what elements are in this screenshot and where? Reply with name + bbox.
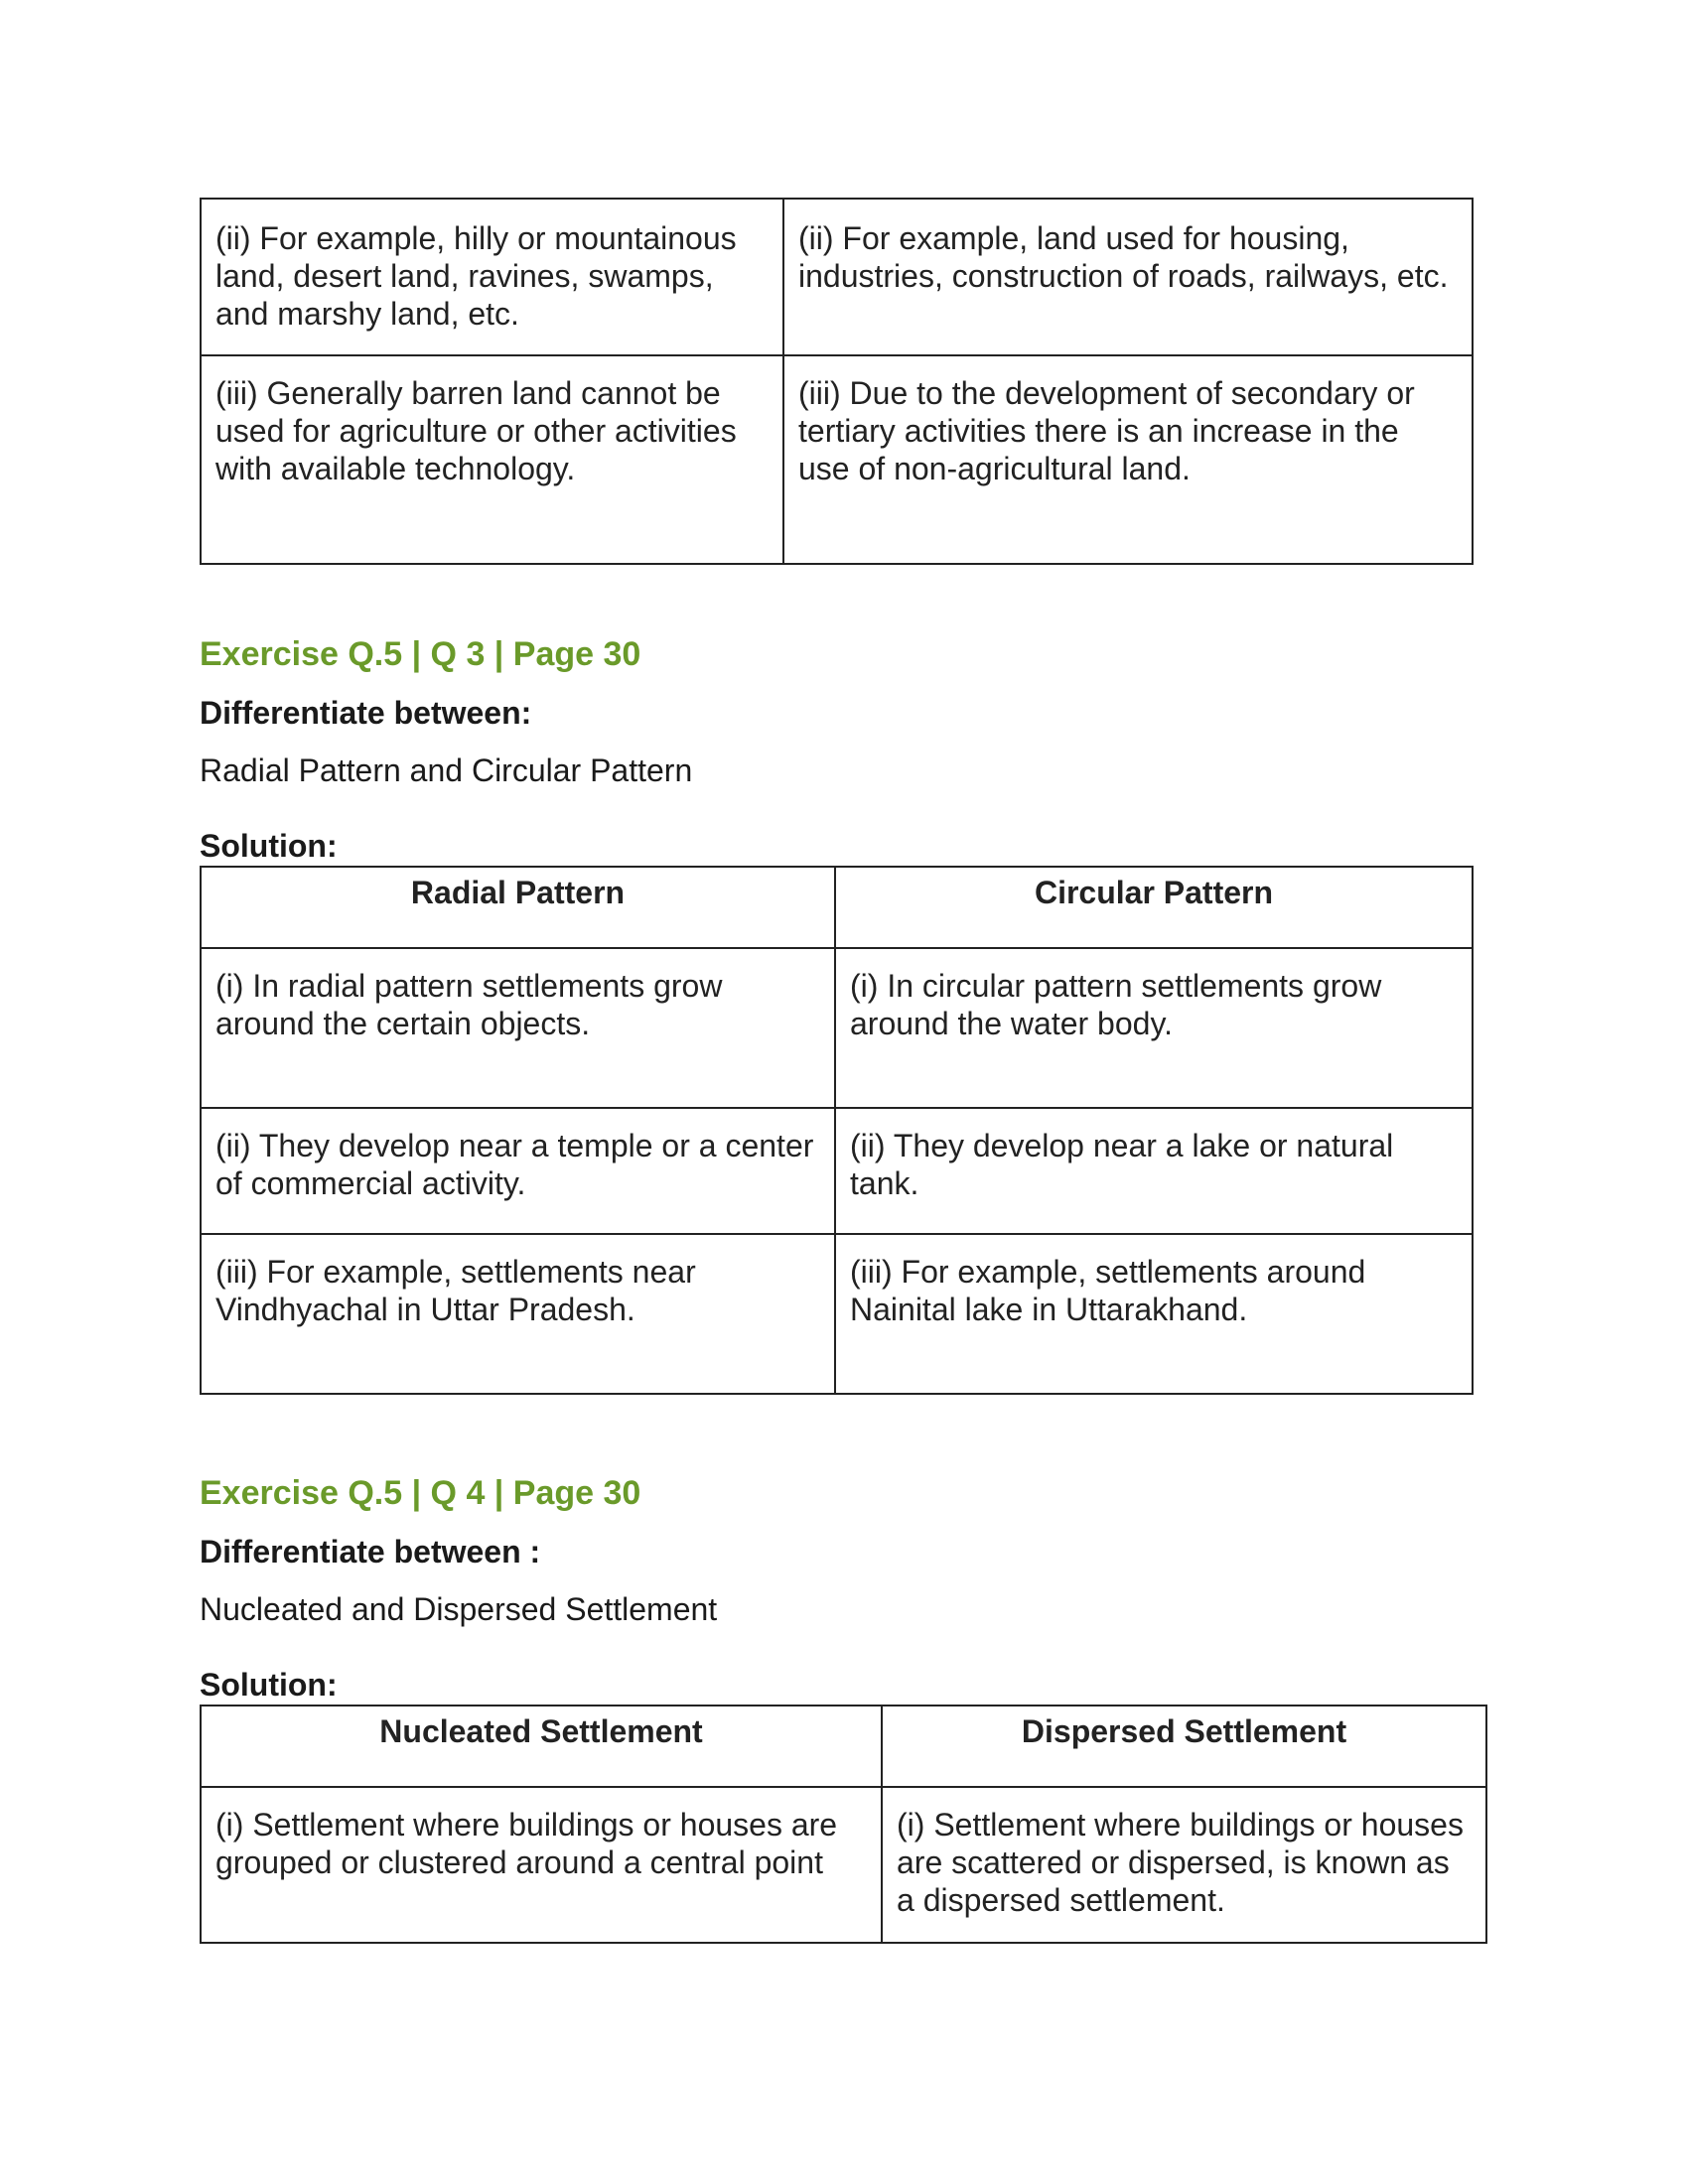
table-cell: (i) Settlement where buildings or houses are grouped or clustered around a central point (201, 1787, 882, 1943)
table-row (201, 948, 1473, 1108)
pattern-comparison-table (200, 866, 1474, 1395)
table-row (201, 199, 1473, 355)
settlement-comparison-table (200, 1705, 1487, 1944)
exercise-heading: Exercise Q.5 | Q 3 | Page 30 (200, 635, 641, 673)
instruction-heading: Differentiate between : (200, 1534, 541, 1570)
question-text: Radial Pattern and Circular Pattern (200, 752, 693, 788)
table-cell: (i) In circular pattern settlements grow around the water body. (835, 948, 1473, 1108)
table-cell: (iii) For example, settlements around Nainital lake in Uttarakhand. (835, 1234, 1473, 1394)
question-text: Nucleated and Dispersed Settlement (200, 1591, 718, 1627)
land-comparison-table (200, 198, 1474, 565)
column-header: Nucleated Settlement (201, 1706, 882, 1787)
table-row (201, 1787, 1486, 1943)
table-cell: (ii) For example, hilly or mountainous land, desert land, ravines, swamps, and marshy land, etc. (201, 199, 783, 355)
table-cell: (ii) They develop near a lake or natural tank. (835, 1108, 1473, 1234)
exercise-heading: Exercise Q.5 | Q 4 | Page 30 (200, 1474, 641, 1512)
table-header-row (201, 1706, 1486, 1787)
column-header: Dispersed Settlement (882, 1706, 1486, 1787)
column-header: Radial Pattern (201, 867, 835, 948)
instruction-heading: Differentiate between: (200, 695, 532, 731)
table-cell: (iii) Generally barren land cannot be used for agriculture or other activities with available technology. (201, 355, 783, 564)
table-cell: (i) In radial pattern settlements grow around the certain objects. (201, 948, 835, 1108)
table-header-row (201, 867, 1473, 948)
table-cell: (ii) For example, land used for housing, industries, construction of roads, railways, etc. (783, 199, 1473, 355)
table-row (201, 1234, 1473, 1394)
table-row (201, 1108, 1473, 1234)
solution-label: Solution: (200, 1667, 338, 1703)
table-cell: (iii) For example, settlements near Vindhyachal in Uttar Pradesh. (201, 1234, 835, 1394)
solution-label: Solution: (200, 828, 338, 864)
table-cell: (i) Settlement where buildings or houses are scattered or dispersed, is known as a dispersed settlement. (882, 1787, 1486, 1943)
table-cell: (ii) They develop near a temple or a center of commercial activity. (201, 1108, 835, 1234)
column-header: Circular Pattern (835, 867, 1473, 948)
table-cell: (iii) Due to the development of secondary or tertiary activities there is an increase in the use of non-agricultural land. (783, 355, 1473, 564)
table-row (201, 355, 1473, 564)
